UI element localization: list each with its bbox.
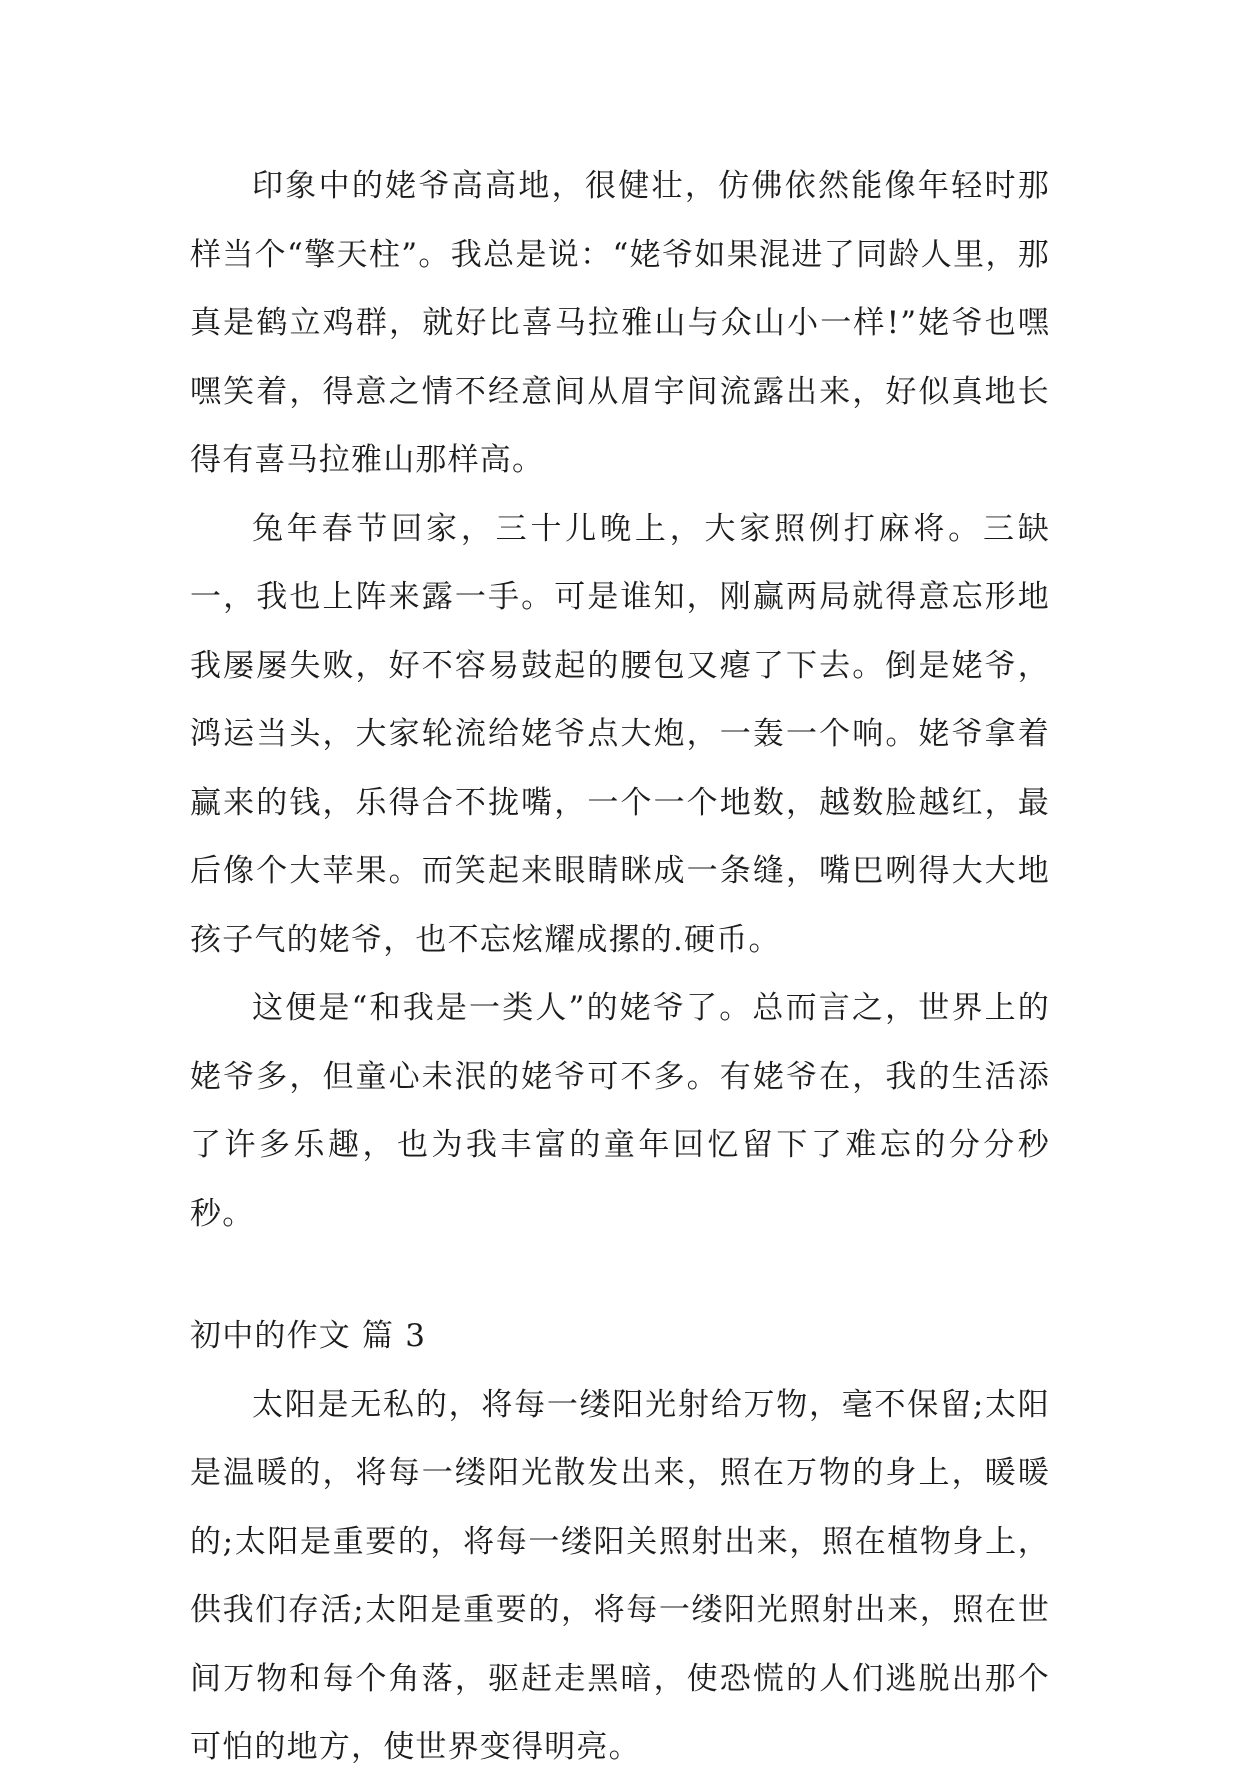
paragraph-sun-essay: 太阳是无私的，将每一缕阳光射给万物，毫不保留;太阳是温暖的，将每一缕阳光散发出来，照在万物的身上，暖暖的;太阳是重要的，将每一缕阳关照射出来，照在植物身上，供我们存活;太阳是重要的，将每一缕阳光照射出来，照在世间万物和每个角落，驱赶走黑暗，使恐慌的人们逃脱出那个可怕的地方，使世界变得明亮。	[190, 1386, 1050, 1765]
document-body	[190, 152, 1050, 1782]
paragraph-grandpa-impression: 印象中的姥爷高高地，很健壮，仿佛依然能像年轻时那样当个“擎天柱”。我总是说：“姥爷如果混进了同龄人里，那真是鹤立鸡群，就好比喜马拉雅山与众山小一样!”姥爷也嘿嘿笑着，得意之情不经意间从眉宇间流露出来，好似真地长得有喜马拉雅山那样高。	[190, 168, 1050, 478]
paragraph-grandpa-summary: 这便是“和我是一类人”的姥爷了。总而言之，世界上的姥爷多，但童心未泯的姥爷可不多。有姥爷在，我的生活添了许多乐趣，也为我丰富的童年回忆留下了难忘的分分秒秒。	[190, 990, 1050, 1232]
section-heading: 初中的作文 篇 3	[190, 1318, 427, 1354]
paragraph-spring-festival-mahjong: 兔年春节回家，三十儿晚上，大家照例打麻将。三缺一，我也上阵来露一手。可是谁知，刚赢两局就得意忘形地我屡屡失败，好不容易鼓起的腰包又瘪了下去。倒是姥爷，鸿运当头，大家轮流给姥爷点大炮，一轰一个响。姥爷拿着赢来的钱，乐得合不拢嘴，一个一个地数，越数脸越红，最后像个大苹果。而笑起来眼睛眯成一条缝，嘴巴咧得大大地孩子气的姥爷，也不忘炫耀成摞的.硬币。	[190, 510, 1050, 958]
